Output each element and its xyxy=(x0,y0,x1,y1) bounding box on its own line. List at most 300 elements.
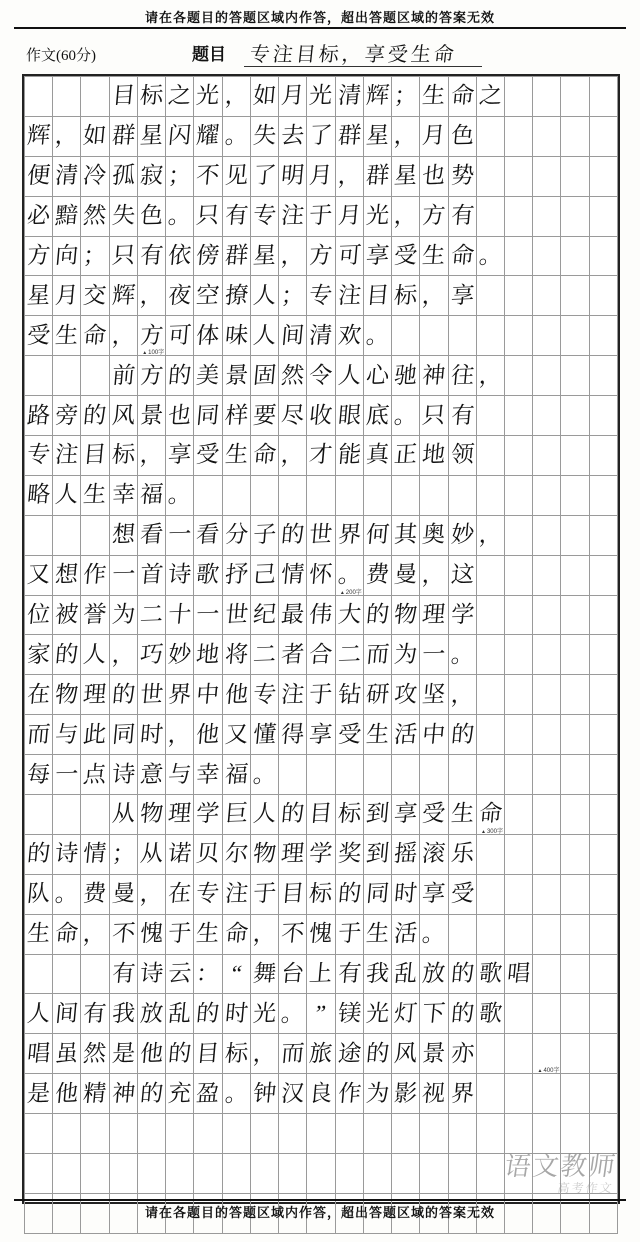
grid-cell[interactable] xyxy=(222,116,250,156)
grid-cell[interactable] xyxy=(222,994,250,1034)
grid-cell[interactable] xyxy=(363,755,391,795)
grid-cell[interactable] xyxy=(420,874,448,914)
grid-cell[interactable] xyxy=(335,1114,363,1154)
grid-cell[interactable] xyxy=(166,156,194,196)
grid-cell[interactable] xyxy=(448,77,476,117)
grid-cell[interactable] xyxy=(166,1074,194,1114)
grid-cell[interactable] xyxy=(53,515,81,555)
grid-cell[interactable] xyxy=(25,715,53,755)
grid-cell[interactable] xyxy=(363,196,391,236)
grid-cell[interactable] xyxy=(25,954,53,994)
grid-cell[interactable] xyxy=(589,635,617,675)
grid-cell[interactable] xyxy=(589,356,617,396)
grid-cell[interactable] xyxy=(109,675,137,715)
grid-cell[interactable] xyxy=(476,675,504,715)
grid-cell[interactable] xyxy=(53,874,81,914)
grid-cell[interactable] xyxy=(335,515,363,555)
grid-cell[interactable] xyxy=(589,795,617,835)
grid-cell[interactable] xyxy=(307,994,335,1034)
grid-cell[interactable] xyxy=(279,276,307,316)
grid-cell[interactable] xyxy=(222,156,250,196)
grid-cell[interactable] xyxy=(533,356,561,396)
grid-cell[interactable] xyxy=(250,396,278,436)
grid-cell[interactable] xyxy=(250,1034,278,1074)
grid-cell[interactable] xyxy=(250,994,278,1034)
grid-cell[interactable] xyxy=(279,356,307,396)
grid-cell[interactable] xyxy=(307,515,335,555)
grid-cell[interactable] xyxy=(53,1074,81,1114)
grid-cell[interactable] xyxy=(476,914,504,954)
grid-cell[interactable] xyxy=(392,1074,420,1114)
grid-cell[interactable] xyxy=(448,595,476,635)
grid-cell[interactable] xyxy=(363,834,391,874)
grid-cell[interactable] xyxy=(533,77,561,117)
grid-cell[interactable] xyxy=(279,635,307,675)
grid-cell[interactable] xyxy=(533,954,561,994)
grid-cell[interactable] xyxy=(533,316,561,356)
grid-cell[interactable] xyxy=(448,715,476,755)
grid-cell[interactable] xyxy=(250,1074,278,1114)
grid-cell[interactable] xyxy=(250,316,278,356)
grid-cell[interactable] xyxy=(335,276,363,316)
grid-cell[interactable] xyxy=(222,675,250,715)
grid-cell[interactable] xyxy=(166,994,194,1034)
grid-cell[interactable] xyxy=(335,874,363,914)
grid-cell[interactable] xyxy=(53,156,81,196)
grid-cell[interactable] xyxy=(504,475,532,515)
grid-cell[interactable] xyxy=(250,1114,278,1154)
grid-cell[interactable] xyxy=(222,1154,250,1194)
grid-cell[interactable] xyxy=(420,515,448,555)
grid-cell[interactable] xyxy=(476,236,504,276)
grid-cell[interactable] xyxy=(166,436,194,476)
grid-cell[interactable] xyxy=(589,1114,617,1154)
grid-cell[interactable] xyxy=(53,1114,81,1154)
grid-cell[interactable] xyxy=(448,635,476,675)
grid-cell[interactable] xyxy=(476,954,504,994)
grid-cell[interactable] xyxy=(504,675,532,715)
grid-cell[interactable] xyxy=(448,914,476,954)
grid-cell[interactable] xyxy=(222,396,250,436)
grid-cell[interactable] xyxy=(194,1034,222,1074)
grid-cell[interactable] xyxy=(420,635,448,675)
grid-cell[interactable] xyxy=(81,874,109,914)
grid-cell[interactable] xyxy=(420,914,448,954)
grid-cell[interactable] xyxy=(589,994,617,1034)
grid-cell[interactable] xyxy=(448,236,476,276)
grid-cell[interactable] xyxy=(589,276,617,316)
grid-cell[interactable] xyxy=(561,874,589,914)
grid-cell[interactable] xyxy=(504,635,532,675)
grid-cell[interactable] xyxy=(533,874,561,914)
grid-cell[interactable] xyxy=(109,715,137,755)
grid-cell[interactable] xyxy=(81,436,109,476)
grid-cell[interactable] xyxy=(222,276,250,316)
grid-cell[interactable] xyxy=(194,356,222,396)
grid-cell[interactable] xyxy=(81,276,109,316)
grid-cell[interactable] xyxy=(392,954,420,994)
grid-cell[interactable] xyxy=(448,196,476,236)
grid-cell[interactable] xyxy=(392,795,420,835)
grid-cell[interactable] xyxy=(335,196,363,236)
grid-cell[interactable] xyxy=(137,914,165,954)
grid-cell[interactable] xyxy=(81,834,109,874)
grid-cell[interactable] xyxy=(53,356,81,396)
grid-cell[interactable] xyxy=(25,475,53,515)
grid-cell[interactable] xyxy=(533,475,561,515)
grid-cell[interactable] xyxy=(589,555,617,595)
grid-cell[interactable] xyxy=(194,77,222,117)
grid-cell[interactable] xyxy=(307,675,335,715)
grid-cell[interactable] xyxy=(81,116,109,156)
grid-cell[interactable] xyxy=(589,196,617,236)
grid-cell[interactable] xyxy=(392,396,420,436)
grid-cell[interactable] xyxy=(137,795,165,835)
grid-cell[interactable] xyxy=(392,874,420,914)
grid-cell[interactable] xyxy=(194,1074,222,1114)
grid-cell[interactable] xyxy=(109,1114,137,1154)
grid-cell[interactable] xyxy=(392,675,420,715)
grid-cell[interactable] xyxy=(109,116,137,156)
grid-cell[interactable] xyxy=(166,595,194,635)
grid-cell[interactable] xyxy=(476,555,504,595)
grid-cell[interactable] xyxy=(561,635,589,675)
grid-cell[interactable] xyxy=(392,196,420,236)
grid-cell[interactable] xyxy=(561,436,589,476)
grid-cell[interactable] xyxy=(109,914,137,954)
grid-cell[interactable] xyxy=(589,675,617,715)
grid-cell[interactable] xyxy=(476,795,504,835)
grid-cell[interactable] xyxy=(81,1034,109,1074)
grid-cell[interactable] xyxy=(363,276,391,316)
grid-cell[interactable] xyxy=(533,795,561,835)
grid-cell[interactable] xyxy=(476,116,504,156)
grid-cell[interactable] xyxy=(109,994,137,1034)
grid-cell[interactable] xyxy=(166,116,194,156)
grid-cell[interactable] xyxy=(420,715,448,755)
grid-cell[interactable] xyxy=(363,236,391,276)
grid-cell[interactable] xyxy=(137,675,165,715)
grid-cell[interactable] xyxy=(81,635,109,675)
grid-cell[interactable] xyxy=(561,834,589,874)
grid-cell[interactable] xyxy=(166,795,194,835)
grid-cell[interactable] xyxy=(25,515,53,555)
grid-cell[interactable] xyxy=(137,954,165,994)
grid-cell[interactable] xyxy=(504,356,532,396)
grid-cell[interactable] xyxy=(279,116,307,156)
grid-cell[interactable] xyxy=(420,396,448,436)
grid-cell[interactable] xyxy=(81,156,109,196)
grid-cell[interactable] xyxy=(25,1114,53,1154)
grid-cell[interactable] xyxy=(194,276,222,316)
grid-cell[interactable] xyxy=(589,116,617,156)
grid-cell[interactable] xyxy=(250,715,278,755)
grid-cell[interactable] xyxy=(53,914,81,954)
grid-cell[interactable] xyxy=(392,635,420,675)
grid-cell[interactable] xyxy=(392,77,420,117)
grid-cell[interactable] xyxy=(194,715,222,755)
grid-cell[interactable] xyxy=(25,396,53,436)
grid-cell[interactable] xyxy=(561,954,589,994)
grid-cell[interactable] xyxy=(250,196,278,236)
grid-cell[interactable] xyxy=(533,595,561,635)
grid-cell[interactable] xyxy=(166,555,194,595)
grid-cell[interactable] xyxy=(279,77,307,117)
grid-cell[interactable] xyxy=(448,675,476,715)
grid-cell[interactable] xyxy=(166,77,194,117)
grid-cell[interactable] xyxy=(533,196,561,236)
grid-cell[interactable] xyxy=(504,914,532,954)
grid-cell[interactable] xyxy=(137,715,165,755)
grid-cell[interactable] xyxy=(363,715,391,755)
grid-cell[interactable] xyxy=(81,77,109,117)
grid-cell[interactable] xyxy=(25,1154,53,1194)
grid-cell[interactable] xyxy=(81,795,109,835)
grid-cell[interactable] xyxy=(222,595,250,635)
grid-cell[interactable] xyxy=(250,834,278,874)
grid-cell[interactable] xyxy=(137,595,165,635)
grid-cell[interactable] xyxy=(307,1114,335,1154)
grid-cell[interactable] xyxy=(363,77,391,117)
grid-cell[interactable] xyxy=(307,834,335,874)
grid-cell[interactable] xyxy=(420,316,448,356)
grid-cell[interactable] xyxy=(194,475,222,515)
grid-cell[interactable] xyxy=(279,715,307,755)
grid-cell[interactable] xyxy=(166,954,194,994)
grid-cell[interactable] xyxy=(504,116,532,156)
grid-cell[interactable] xyxy=(25,595,53,635)
grid-cell[interactable] xyxy=(222,755,250,795)
grid-cell[interactable] xyxy=(476,77,504,117)
grid-cell[interactable] xyxy=(279,595,307,635)
grid-cell[interactable] xyxy=(448,1154,476,1194)
grid-cell[interactable] xyxy=(279,755,307,795)
grid-cell[interactable] xyxy=(335,635,363,675)
grid-cell[interactable] xyxy=(166,834,194,874)
grid-cell[interactable] xyxy=(279,834,307,874)
grid-cell[interactable] xyxy=(335,1074,363,1114)
grid-cell[interactable] xyxy=(504,156,532,196)
grid-cell[interactable] xyxy=(363,396,391,436)
grid-cell[interactable] xyxy=(250,555,278,595)
grid-cell[interactable] xyxy=(448,356,476,396)
grid-cell[interactable] xyxy=(335,954,363,994)
grid-cell[interactable] xyxy=(476,316,504,356)
grid-cell[interactable] xyxy=(589,236,617,276)
grid-cell[interactable] xyxy=(363,675,391,715)
grid-cell[interactable] xyxy=(25,276,53,316)
grid-cell[interactable] xyxy=(222,555,250,595)
grid-cell[interactable] xyxy=(307,1074,335,1114)
grid-cell[interactable] xyxy=(392,994,420,1034)
grid-cell[interactable] xyxy=(448,954,476,994)
grid-cell[interactable] xyxy=(420,1114,448,1154)
grid-cell[interactable] xyxy=(589,914,617,954)
grid-cell[interactable] xyxy=(561,1114,589,1154)
grid-cell[interactable] xyxy=(476,396,504,436)
grid-cell[interactable] xyxy=(392,316,420,356)
grid-cell[interactable] xyxy=(25,1074,53,1114)
grid-cell[interactable] xyxy=(420,994,448,1034)
grid-cell[interactable] xyxy=(166,675,194,715)
grid-cell[interactable] xyxy=(504,994,532,1034)
grid-cell[interactable] xyxy=(109,475,137,515)
grid-cell[interactable] xyxy=(448,116,476,156)
grid-cell[interactable] xyxy=(504,1114,532,1154)
grid-cell[interactable] xyxy=(533,396,561,436)
grid-cell[interactable] xyxy=(335,236,363,276)
grid-cell[interactable] xyxy=(166,276,194,316)
grid-cell[interactable] xyxy=(25,236,53,276)
grid-cell[interactable] xyxy=(81,515,109,555)
grid-cell[interactable] xyxy=(109,276,137,316)
grid-cell[interactable] xyxy=(109,396,137,436)
grid-cell[interactable] xyxy=(137,316,165,356)
grid-cell[interactable] xyxy=(533,1154,561,1194)
grid-cell[interactable] xyxy=(392,1114,420,1154)
grid-cell[interactable] xyxy=(392,834,420,874)
grid-cell[interactable] xyxy=(533,914,561,954)
grid-cell[interactable] xyxy=(109,156,137,196)
grid-cell[interactable] xyxy=(307,276,335,316)
grid-cell[interactable] xyxy=(448,994,476,1034)
grid-cell[interactable] xyxy=(420,675,448,715)
grid-cell[interactable] xyxy=(81,715,109,755)
grid-cell[interactable] xyxy=(307,436,335,476)
grid-cell[interactable] xyxy=(109,356,137,396)
grid-cell[interactable] xyxy=(53,1154,81,1194)
grid-cell[interactable] xyxy=(25,436,53,476)
grid-cell[interactable] xyxy=(589,834,617,874)
grid-cell[interactable] xyxy=(53,795,81,835)
grid-cell[interactable] xyxy=(137,276,165,316)
grid-cell[interactable] xyxy=(109,1034,137,1074)
grid-cell[interactable] xyxy=(307,1034,335,1074)
grid-cell[interactable] xyxy=(81,316,109,356)
grid-cell[interactable] xyxy=(166,236,194,276)
grid-cell[interactable] xyxy=(279,196,307,236)
grid-cell[interactable] xyxy=(392,436,420,476)
grid-cell[interactable] xyxy=(194,1154,222,1194)
grid-cell[interactable] xyxy=(533,675,561,715)
grid-cell[interactable] xyxy=(307,715,335,755)
grid-cell[interactable] xyxy=(448,475,476,515)
grid-cell[interactable] xyxy=(250,874,278,914)
grid-cell[interactable] xyxy=(250,156,278,196)
grid-cell[interactable] xyxy=(363,316,391,356)
grid-cell[interactable] xyxy=(250,675,278,715)
grid-cell[interactable] xyxy=(279,316,307,356)
grid-cell[interactable] xyxy=(222,715,250,755)
grid-cell[interactable] xyxy=(476,1114,504,1154)
grid-cell[interactable] xyxy=(363,994,391,1034)
grid-cell[interactable] xyxy=(279,1034,307,1074)
grid-cell[interactable] xyxy=(363,874,391,914)
grid-cell[interactable] xyxy=(589,715,617,755)
grid-cell[interactable] xyxy=(194,396,222,436)
grid-cell[interactable] xyxy=(137,1074,165,1114)
grid-cell[interactable] xyxy=(335,715,363,755)
grid-cell[interactable] xyxy=(561,715,589,755)
grid-cell[interactable] xyxy=(533,994,561,1034)
grid-cell[interactable] xyxy=(504,276,532,316)
grid-cell[interactable] xyxy=(533,515,561,555)
grid-cell[interactable] xyxy=(476,755,504,795)
grid-cell[interactable] xyxy=(279,436,307,476)
grid-cell[interactable] xyxy=(392,1034,420,1074)
grid-cell[interactable] xyxy=(25,1034,53,1074)
grid-cell[interactable] xyxy=(589,755,617,795)
grid-cell[interactable] xyxy=(307,236,335,276)
grid-cell[interactable] xyxy=(335,436,363,476)
grid-cell[interactable] xyxy=(335,914,363,954)
grid-cell[interactable] xyxy=(81,475,109,515)
grid-cell[interactable] xyxy=(81,755,109,795)
grid-cell[interactable] xyxy=(109,635,137,675)
grid-cell[interactable] xyxy=(420,1074,448,1114)
grid-cell[interactable] xyxy=(166,1154,194,1194)
grid-cell[interactable] xyxy=(53,475,81,515)
grid-cell[interactable] xyxy=(307,77,335,117)
grid-cell[interactable] xyxy=(109,595,137,635)
grid-cell[interactable] xyxy=(363,635,391,675)
grid-cell[interactable] xyxy=(194,954,222,994)
grid-cell[interactable] xyxy=(222,914,250,954)
grid-cell[interactable] xyxy=(137,1154,165,1194)
grid-cell[interactable] xyxy=(194,436,222,476)
grid-cell[interactable] xyxy=(279,1114,307,1154)
grid-cell[interactable] xyxy=(420,834,448,874)
grid-cell[interactable] xyxy=(589,436,617,476)
grid-cell[interactable] xyxy=(307,475,335,515)
grid-cell[interactable] xyxy=(392,715,420,755)
grid-cell[interactable] xyxy=(476,595,504,635)
grid-cell[interactable] xyxy=(561,795,589,835)
grid-cell[interactable] xyxy=(476,1034,504,1074)
grid-cell[interactable] xyxy=(363,116,391,156)
grid-cell[interactable] xyxy=(307,795,335,835)
grid-cell[interactable] xyxy=(335,795,363,835)
grid-cell[interactable] xyxy=(533,555,561,595)
grid-cell[interactable] xyxy=(476,834,504,874)
grid-cell[interactable] xyxy=(363,436,391,476)
grid-cell[interactable] xyxy=(504,834,532,874)
grid-cell[interactable] xyxy=(137,356,165,396)
grid-cell[interactable] xyxy=(335,834,363,874)
grid-cell[interactable] xyxy=(561,316,589,356)
grid-cell[interactable] xyxy=(25,795,53,835)
grid-cell[interactable] xyxy=(137,1114,165,1154)
grid-cell[interactable] xyxy=(25,316,53,356)
grid-cell[interactable] xyxy=(307,396,335,436)
grid-cell[interactable] xyxy=(166,715,194,755)
grid-cell[interactable] xyxy=(109,1154,137,1194)
grid-cell[interactable] xyxy=(222,795,250,835)
grid-cell[interactable] xyxy=(392,914,420,954)
grid-cell[interactable] xyxy=(222,77,250,117)
grid-cell[interactable] xyxy=(561,675,589,715)
grid-cell[interactable] xyxy=(307,954,335,994)
grid-cell[interactable] xyxy=(25,635,53,675)
grid-cell[interactable] xyxy=(420,196,448,236)
grid-cell[interactable] xyxy=(53,276,81,316)
grid-cell[interactable] xyxy=(504,715,532,755)
grid-cell[interactable] xyxy=(448,1034,476,1074)
grid-cell[interactable] xyxy=(561,396,589,436)
grid-cell[interactable] xyxy=(420,436,448,476)
grid-cell[interactable] xyxy=(25,755,53,795)
grid-cell[interactable] xyxy=(53,715,81,755)
